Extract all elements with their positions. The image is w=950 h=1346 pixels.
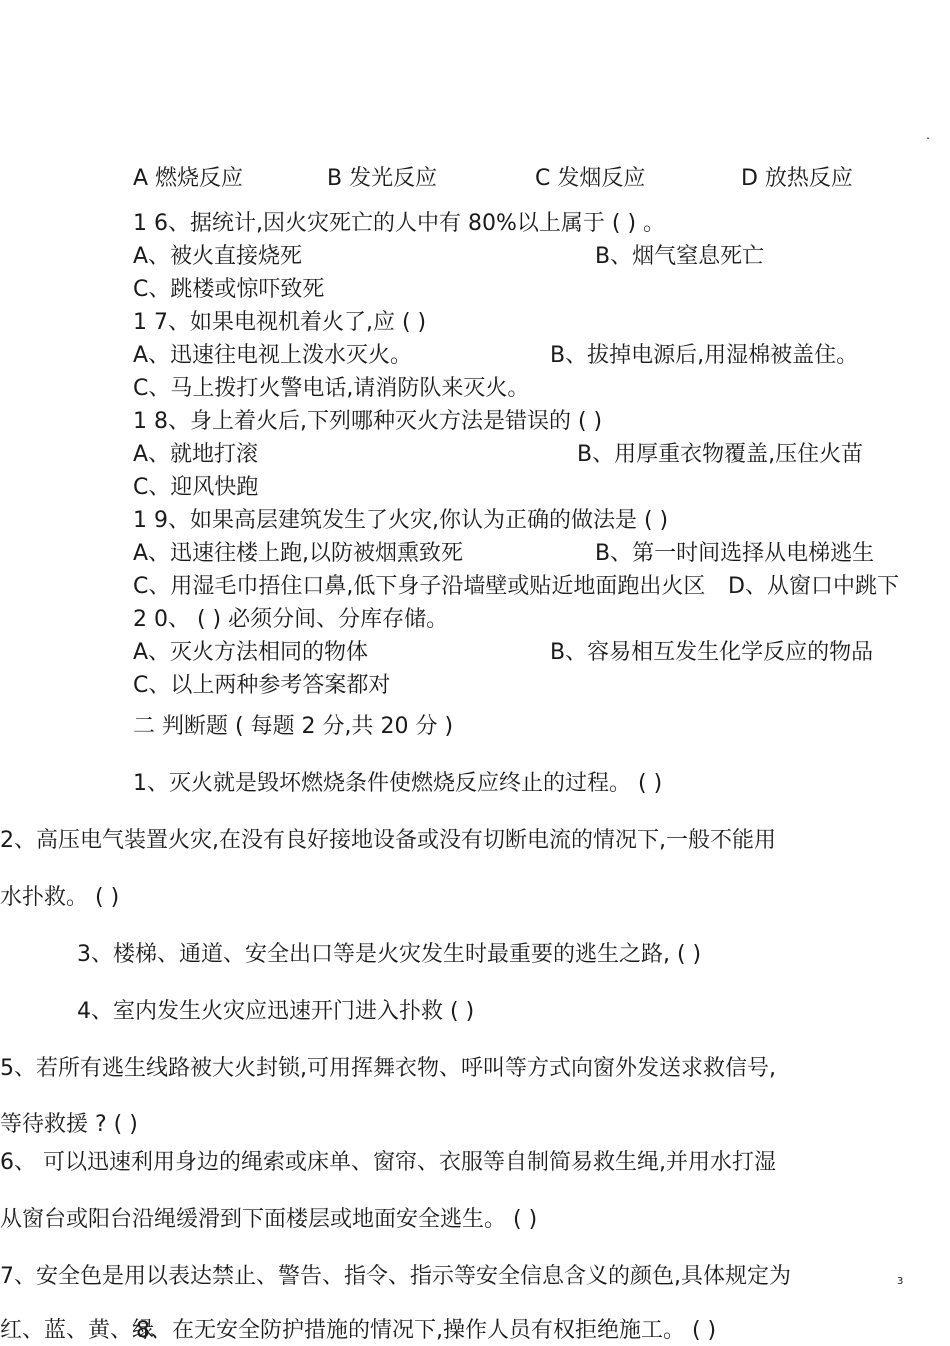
q17-option-c: C、马上拨打火警电话,请消防队来灭火。	[133, 376, 530, 401]
q19-option-c: C、用湿毛巾捂住口鼻,低下身子沿墙壁或贴近地面跑出火区	[133, 574, 706, 599]
q15-option-c: C 发烟反应	[535, 166, 646, 191]
q17-stem: 1 7、如果电视机着火了,应 ( )	[133, 310, 427, 335]
q17-option-b: B、拔掉电源后,用湿棉被盖住。	[550, 343, 859, 368]
q16-option-a: A、被火直接烧死	[133, 244, 303, 269]
section-2-title: 二 判断题 ( 每题 2 分,共 20 分 )	[133, 714, 454, 739]
q16-option-c: C、跳楼或惊吓致死	[133, 277, 325, 302]
judgment-4: 4、室内发生火灾应迅速开门进入扑救 ( )	[77, 999, 475, 1024]
page-number: 3	[897, 1276, 904, 1287]
judgment-3: 3、楼梯、通道、安全出口等是火灾发生时最重要的逃生之路, ( )	[77, 942, 702, 967]
q15-option-a: A 燃烧反应	[133, 166, 244, 191]
judgment-2-line-1: 2、高压电气装置火灾,在没有良好接地设备或没有切断电流的情况下,一般不能用	[0, 828, 776, 853]
judgment-7-line-2: 红、蓝、黄、绿	[0, 1318, 155, 1343]
q20-option-c: C、以上两种参考答案都对	[133, 673, 391, 698]
judgment-8: 8、在无安全防护措施的情况下,操作人员有权拒绝施工。 ( )	[136, 1318, 717, 1343]
q18-option-a: A、就地打滚	[133, 442, 259, 467]
q20-stem: 2 0、 ( ) 必须分间、分库存储。	[133, 607, 449, 632]
q18-stem: 1 8、身上着火后,下列哪种灭火方法是错误的 ( )	[133, 409, 603, 434]
q17-option-a: A、迅速往电视上泼水灭火。	[133, 343, 413, 368]
q18-option-c: C、迎风快跑	[133, 475, 259, 500]
q19-option-d: D、从窗口中跳下	[728, 574, 899, 599]
q16-stem: 1 6、据统计,因火灾死亡的人中有 80%以上属于 ( ) 。	[133, 211, 666, 236]
judgment-6-line-1: 6、 可以迅速利用身边的绳索或床单、窗帘、衣服等自制简易救生绳,并用水打湿	[0, 1150, 776, 1175]
judgment-2-line-2: 水扑救。 ( )	[0, 885, 120, 910]
q16-option-b: B、烟气窒息死亡	[595, 244, 765, 269]
q15-option-d: D 放热反应	[741, 166, 853, 191]
judgment-6-line-2: 从窗台或阳台沿绳缓滑到下面楼层或地面安全逃生。 ( )	[0, 1207, 538, 1232]
judgment-5-line-2: 等待救援 ? ( )	[0, 1112, 138, 1137]
q20-option-a: A、灭火方法相同的物体	[133, 640, 369, 665]
q19-option-b: B、第一时间选择从电梯逃生	[595, 541, 875, 566]
q19-option-a: A、迅速往楼上跑,以防被烟熏致死	[133, 541, 464, 566]
q15-option-b: B 发光反应	[327, 166, 438, 191]
corner-mark: .	[926, 128, 930, 142]
judgment-7-line-1: 7、安全色是用以表达禁止、警告、指令、指示等安全信息含义的颜色,具体规定为	[0, 1264, 791, 1289]
q18-option-b: B、用厚重衣物覆盖,压住火苗	[577, 442, 864, 467]
judgment-1: 1、灭火就是毁坏燃烧条件使燃烧反应终止的过程。 ( )	[133, 771, 663, 796]
q19-stem: 1 9、如果高层建筑发生了火灾,你认为正确的做法是 ( )	[133, 508, 669, 533]
q20-option-b: B、容易相互发生化学反应的物品	[550, 640, 874, 665]
judgment-5-line-1: 5、若所有逃生线路被大火封锁,可用挥舞衣物、呼叫等方式向窗外发送求救信号,	[0, 1056, 776, 1081]
